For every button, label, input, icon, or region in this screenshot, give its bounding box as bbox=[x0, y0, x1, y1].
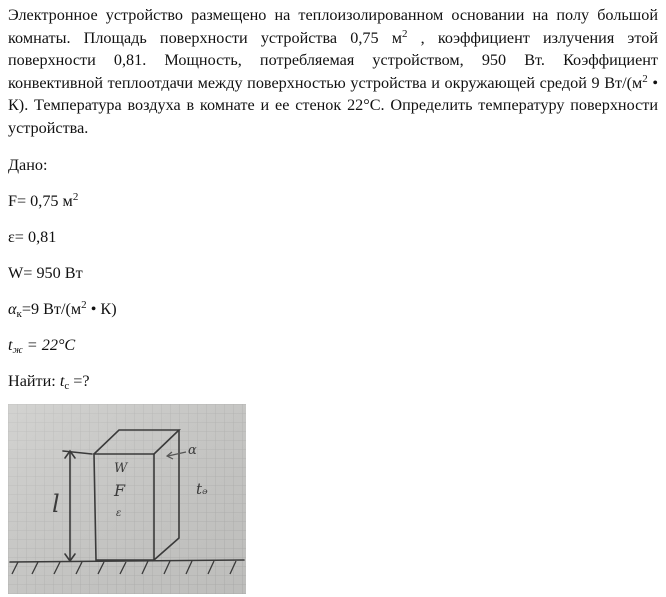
emissivity-label: ε bbox=[116, 508, 122, 519]
air-temperature-label: tₔ bbox=[196, 480, 208, 498]
given-alpha: $\alpha_к=9$ $Вт/(м^2$ • К) bbox=[8, 299, 117, 320]
given-heading: Дано: bbox=[8, 156, 48, 174]
given-power: W= 950 Вт bbox=[8, 264, 83, 282]
power-label: W bbox=[114, 461, 128, 476]
superscript: 2 bbox=[401, 27, 408, 40]
length-label: l bbox=[52, 490, 60, 518]
sketch-photo bbox=[8, 404, 246, 594]
given-emissivity: ε= 0,81 bbox=[8, 228, 57, 246]
problem-statement bbox=[8, 4, 658, 139]
given-area: F= 0,75 $м^2$ bbox=[8, 191, 79, 210]
problem-text-part1: Электронное устройство размещено на теплоизолированном основании на полу большой комнаты. Площадь поверхности устройства 0,75 м bbox=[8, 6, 658, 47]
area-label: F bbox=[114, 481, 126, 500]
problem-text-part2: , коэффициент излучения этой поверхности 0,81. Мощность, потребляемая устройством, 950 Вт. Коэффициент конвективной теплоотдачи между поверхностью устройства и окружающей средой 9 Вт/(м bbox=[8, 28, 658, 92]
given-temperature: $t_ж = 22^\circ C$ bbox=[8, 336, 76, 356]
problem-text-part3: • К). Температура воздуха в комнате и ее стенок 22°С. Определить температуру поверхности устройства. bbox=[8, 73, 658, 137]
problem-text bbox=[8, 4, 658, 139]
find-line: Найти: $t_с$ =? bbox=[8, 372, 90, 392]
superscript: 2 bbox=[642, 72, 648, 85]
sketch-drawing bbox=[8, 404, 246, 594]
alpha-label: α bbox=[188, 443, 197, 458]
